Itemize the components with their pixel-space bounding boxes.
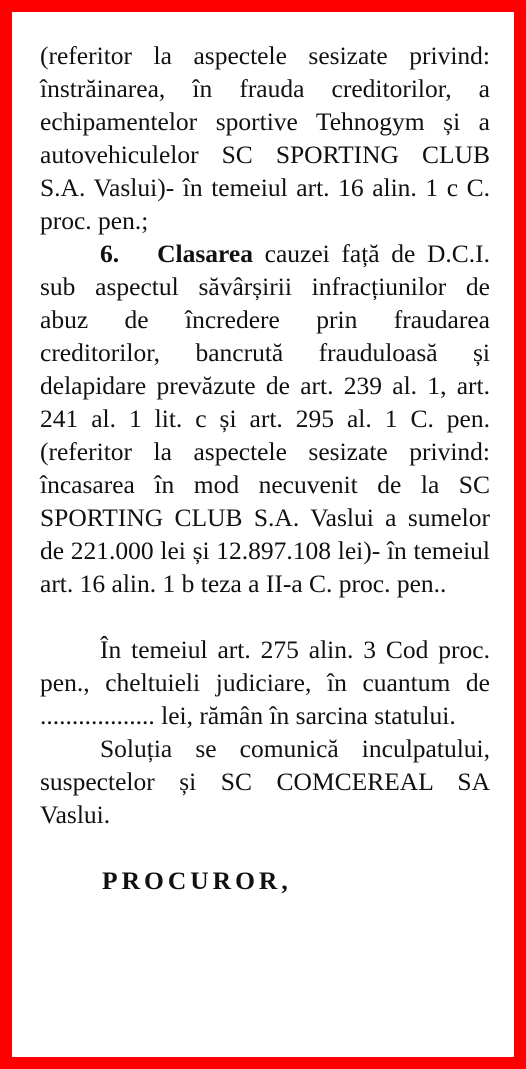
paragraph-5-continuation: (referitor la aspectele sesizate privind: înstrăinarea, în frauda creditorilor, a echipamentelor sportive Tehnogym și a autovehiculelor SC SPORTING CLUB S.A. Vaslui)- în temeiul art. 16 alin. 1 c C. proc. pen.; bbox=[40, 41, 490, 235]
paragraph-6-text: cauzei față de D.C.I. sub aspectul săvârșirii infracțiunilor de abuz de încredere prin fraudarea creditorilor, bancrută frauduloasă și delapidare prevăzute de art. 239 al. 1, art. 241 al. 1 lit. c și art. 295 al. 1 C. pen. (referitor la aspectele sesizate privind: încasarea în mod necuvenit de la SC SPORTING CLUB S.A. Vaslui a sumelor de 221.000 lei și 12.897.108 lei)- în temeiul art. 16 alin. 1 b teza a II-a C. proc. pen.. bbox=[40, 239, 490, 598]
document-page bbox=[12, 12, 514, 1057]
costs-paragraph: În temeiul art. 275 alin. 3 Cod proc. pen., cheltuieli judiciare, în cuantum de .................. lei, rămân în sarcina statului. bbox=[40, 635, 490, 730]
communication-paragraph: Soluția se comunică inculpatului, suspectelor și SC COMCEREAL SA Vaslui. bbox=[40, 734, 490, 829]
paragraph-6 bbox=[40, 237, 490, 600]
paragraph-keyword: Clasarea bbox=[157, 239, 253, 268]
document-body bbox=[40, 39, 490, 897]
prosecutor-signature: PROCUROR, bbox=[102, 866, 292, 895]
paragraph-number: 6. bbox=[100, 239, 120, 268]
